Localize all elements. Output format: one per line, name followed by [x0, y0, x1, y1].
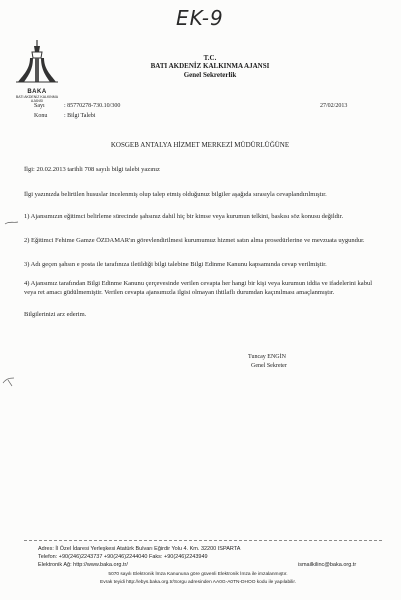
recipient-line: KOSGEB ANTALYA HİZMET MERKEZİ MÜDÜRLÜĞÜNE	[110, 141, 290, 149]
item-3: 3) Adı geçen şahsın e posta ile tarafınıza iletildiği bilgi talebine Bilgi Edinme Kanunu kapsamında cevap verilmiştir.	[24, 261, 327, 268]
margin-pen-mark	[4, 218, 20, 228]
footer-divider	[24, 540, 382, 541]
margin-pen-mark-2	[2, 374, 20, 388]
item-4: 4) Ajansımız tarafından Bilgi Edinme Kanunu çerçevesinde verilen cevapta her hangi bir kişi veya kurumun iddia ve ifadelerini kabul veya ret amacı güdülmemiştir. Verilen cevapta ajansımızla ilgisi olmayan ihtilaflı durumdan kaçınılması amaçlanmıştır.	[24, 280, 372, 296]
footer-email-link[interactable]: ismailkilinc@baka.org.tr	[298, 562, 357, 568]
verify-note: Evrak teyidi http://ebys.baka.org.tr/Sorgu adresinden AA0G-A0TN-DHOO kodu ile yapılabilir.	[100, 580, 296, 585]
konu-value: : Bilgi Talebi	[64, 113, 96, 119]
ilgi-line: İlgi: 20.02.2013 tarihli 708 sayılı bilgi talebi yazınız	[24, 166, 160, 173]
handwritten-annotation: EK-9	[176, 6, 224, 30]
signer-name: Tuncay ENGİN	[248, 354, 286, 360]
logo-tower-icon	[12, 38, 62, 84]
intro-paragraph: İlgi yazınızda belirtilen hususlar incelenmiş olup talep etmiş olduğunuz bilgiler aşağıda sırasıyla cevaplandırılmıştır.	[24, 191, 327, 198]
footer-phone: Telefon: +90(246)2243737 +90(246)2244040 Faks: +90(246)2243949	[38, 554, 208, 560]
footer-web-link[interactable]: Elektronik Ağ: http://www.baka.org.tr/	[38, 562, 128, 568]
header-agency-name: BATI AKDENİZ KALKINMA AJANSI	[150, 62, 270, 70]
closing-line: Bilgilerinizi arz ederim.	[24, 311, 87, 318]
signer-title: Genel Sekreter	[251, 363, 287, 369]
esign-note: 5070 sayılı Elektronik İmza Kanununa göre güvenli Elektronik İmza ile imzalanmıştır.	[108, 572, 288, 577]
sayi-value: : 85770278-730.10/300	[64, 103, 121, 109]
header-department: Genel Sekreterlik	[183, 71, 237, 79]
footer-address: Adres: İl Özel İdaresi Yerleşkesi Atatürk Bulvarı Eğirdir Yolu 4. Km. 32200 ISPARTA	[38, 546, 241, 552]
agency-logo	[12, 38, 62, 103]
logo-wordmark: BAKA	[27, 89, 47, 95]
konu-label: Konu	[34, 113, 48, 119]
sayi-label: Sayı	[34, 103, 45, 109]
logo-tagline: BATI AKDENİZ KALKINMA AJANSI	[15, 95, 59, 103]
item-1: 1) Ajansımızın eğitimci belirleme sürecinde şahsınız dahil hiç bir kimse veya kurumun telkini, baskısı söz konusu değildir.	[24, 213, 344, 220]
item-2: 2) Eğitimci Fehime Gamze ÖZDAMAR'ın görevlendirilmesi kurumumuz hizmet satın alma prosedürlerine ve mevzuata uygundur.	[24, 237, 365, 244]
header-tc: T.C.	[203, 54, 217, 62]
document-date: 27/02/2013	[320, 103, 348, 109]
